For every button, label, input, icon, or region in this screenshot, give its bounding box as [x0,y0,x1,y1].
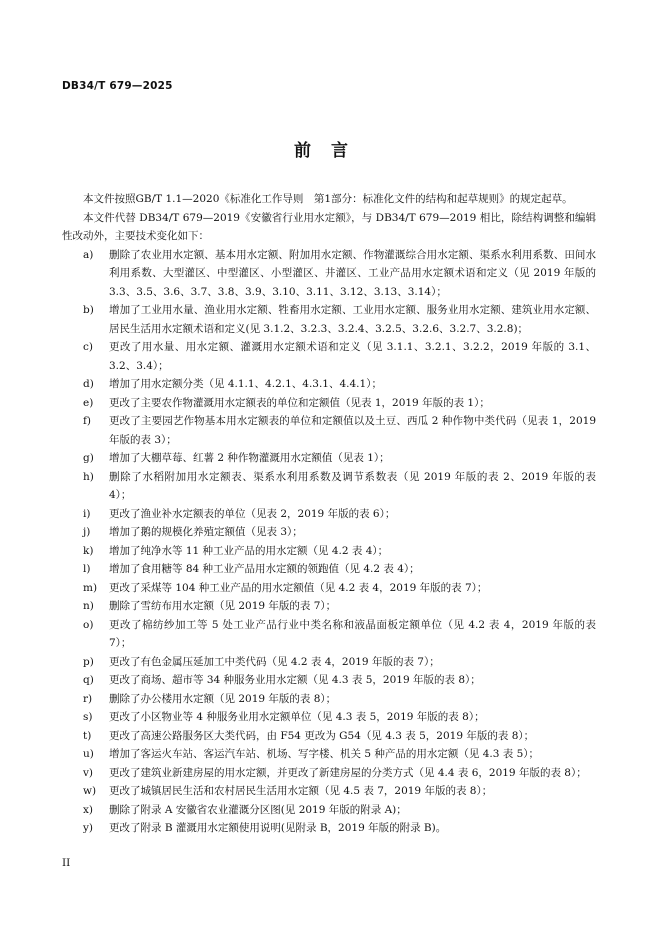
list-item [62,560,596,579]
list-item [62,708,596,727]
page-title: 前言 [294,141,368,161]
list-item-marker: p) [83,655,94,668]
list-item-marker: r) [83,692,93,705]
list-item-marker: w) [83,785,97,797]
intro-paragraph-2: 本文件代替 DB34/T 679—2019《安徽省行业用水定额》，与 DB34/T 679—2019 相比，除结构调整和编辑性改动外，主要技术变化如下： [62,211,596,242]
list-item-marker: i) [83,507,91,520]
list-item [62,375,596,394]
list-item [62,671,596,690]
intro-paragraph-1: 本文件按照GB/T 1.1—2020《标准化工作导则 第1部分：标准化文件的结构和起草规则》的规定起草。 [83,193,573,205]
list-item [62,523,596,542]
list-item-text: 更改了高速公路服务区大类代码，由 F54 更改为 G54（见 4.3 表 5，2019 年版的表 8）； [109,729,535,742]
list-item-marker: a) [83,248,94,261]
changes-list [62,246,596,838]
list-item-marker: v) [83,766,94,779]
list-item-marker: x) [83,803,94,816]
list-item [62,412,596,449]
list-item-text: 删除了办公楼用水定额（见 2019 年版的表 8）； [109,692,337,705]
list-item [62,505,596,524]
list-item [62,449,596,468]
list-item-marker: t) [83,729,92,742]
page-number: II [62,857,71,869]
list-item-marker: y) [83,822,94,834]
list-item [62,782,596,801]
list-item-text: 更改了主要农作物灌溉用水定额表的单位和定额值（见表 1，2019 年版的表 1）； [109,396,490,409]
list-item-text: 增加了食用糖等 84 种工业产品用水定额的领跑值（见 4.2 表 4）； [109,563,420,575]
list-item-text: 更改了城镇居民生活和农村居民生活用水定额（见 4.5 表 7，2019 年版的表 8）； [109,785,493,797]
list-item-text: 更改了小区物业等 4 种服务业用水定额单位（见 4.3 表 5，2019 年版的表 8）； [109,711,485,723]
list-item [62,468,596,505]
list-item [62,653,596,672]
list-item-text: 增加了工业用水量、渔业用水定额、牲畜用水定额、工业用水定额、服务业用水定额、建筑业用水定额、居民生活用水定额术语和定义(见 3.1.2、3.2.3、3.2.4、3.2.5、3.2.6、3.2.7、3.2.8)； [109,304,596,335]
list-item-marker: j) [83,526,91,538]
list-item-text: 增加了纯净水等 11 种工业产品的用水定额（见 4.2 表 4）； [109,544,389,557]
list-item [62,301,596,338]
list-item-marker: h) [83,470,94,483]
list-item [62,690,596,709]
list-item [62,246,596,302]
list-item [62,394,596,413]
list-item-text: 更改了有色金属压延加工中类代码（见 4.2 表 4，2019 年版的表 7）； [109,655,440,668]
list-item-marker: u) [83,748,94,760]
list-item-marker: f) [83,415,91,427]
list-item [62,819,596,838]
list-item-text: 增加了用水定额分类（见 4.1.1、4.2.1、4.3.1、4.4.1）； [109,378,382,390]
list-item [62,579,596,598]
list-item-marker: n) [83,600,94,612]
list-item-marker: s) [83,711,93,723]
document-number: DB34/T 679—2025 [62,80,173,92]
list-item-text: 更改了用水量、用水定额、灌溉用水定额术语和定义（见 3.1.1、3.2.1、3.2.2，2019 年版的 3.1、3.2、3.4）； [109,341,596,372]
list-item-marker: c) [83,341,93,353]
list-item-text: 更改了渔业补水定额表的单位（见表 2，2019 年版的表 6）； [109,507,396,520]
list-item [62,616,596,653]
list-item-text: 更改了附录 B 灌溉用水定额使用说明(见附录 B，2019 年版的附录 B)。 [109,822,447,834]
list-item-text: 删除了水稻附加用水定额表、渠系水利用系数及调节系数表（见 2019 年版的表 2、2019 年版的表 4）； [109,470,596,501]
list-item [62,801,596,820]
list-item-marker: k) [83,544,94,557]
list-item [62,764,596,783]
list-item-text: 删除了雪纺布用水定额（见 2019 年版的表 7）； [109,600,337,612]
list-item-text: 更改了棉纺纱加工等 5 处工业产品行业中类名称和液晶面板定额单位（见 4.2 表 4，2019 年版的表 7）； [109,618,596,649]
list-item-text: 增加了鹅的规模化养殖定额值（见表 3）； [109,526,303,538]
list-item-text: 删除了附录 A 安徽省农业灌溉分区图(见 2019 年版的附录 A)； [109,803,407,816]
list-item-text: 更改了商场、超市等 34 种服务业用水定额（见 4.3 表 5，2019 年版的表 8）； [109,674,481,686]
list-item [62,745,596,764]
list-item-marker: l) [83,563,91,575]
list-item-text: 增加了客运火车站、客运汽车站、机场、写字楼、机关 5 种产品的用水定额（见 4.3 表 5）； [109,748,539,760]
list-item [62,542,596,561]
list-item-marker: g) [83,452,94,464]
list-item-marker: d) [83,378,94,390]
list-item [62,338,596,375]
list-item-marker: b) [83,304,94,316]
list-item-text: 增加了大棚草莓、红薯 2 种作物灌溉用水定额值（见表 1）； [109,452,390,464]
list-item-marker: o) [83,618,94,631]
list-item [62,597,596,616]
list-item-text: 更改了采煤等 104 种工业产品的用水定额值（见 4.2 表 4，2019 年版的表 7）； [109,581,488,594]
list-item-text: 更改了主要园艺作物基本用水定额表的单位和定额值以及土豆、西瓜 2 种作物中类代码（见表 1，2019 年版的表 3）； [109,415,596,446]
list-item-marker: m) [83,581,98,594]
list-item-text: 更改了建筑业新建房屋的用水定额，并更改了新建房屋的分类方式（见 4.4 表 6，2019 年版的表 8）； [109,766,587,779]
document-body [62,190,596,838]
list-item-marker: q) [83,674,94,686]
list-item-text: 删除了农业用水定额、基本用水定额、附加用水定额、作物灌溉综合用水定额、渠系水利用系数、田间水利用系数、大型灌区、中型灌区、小型灌区、井灌区、工业产品用水定额术语和定义（见 2019 年版的 3.3、3.5、3.6、3.7、3.8、3.9、3.10、3.11、3.12、3.13、3.14）； [109,248,596,298]
list-item-marker: e) [83,396,94,409]
list-item [62,727,596,746]
